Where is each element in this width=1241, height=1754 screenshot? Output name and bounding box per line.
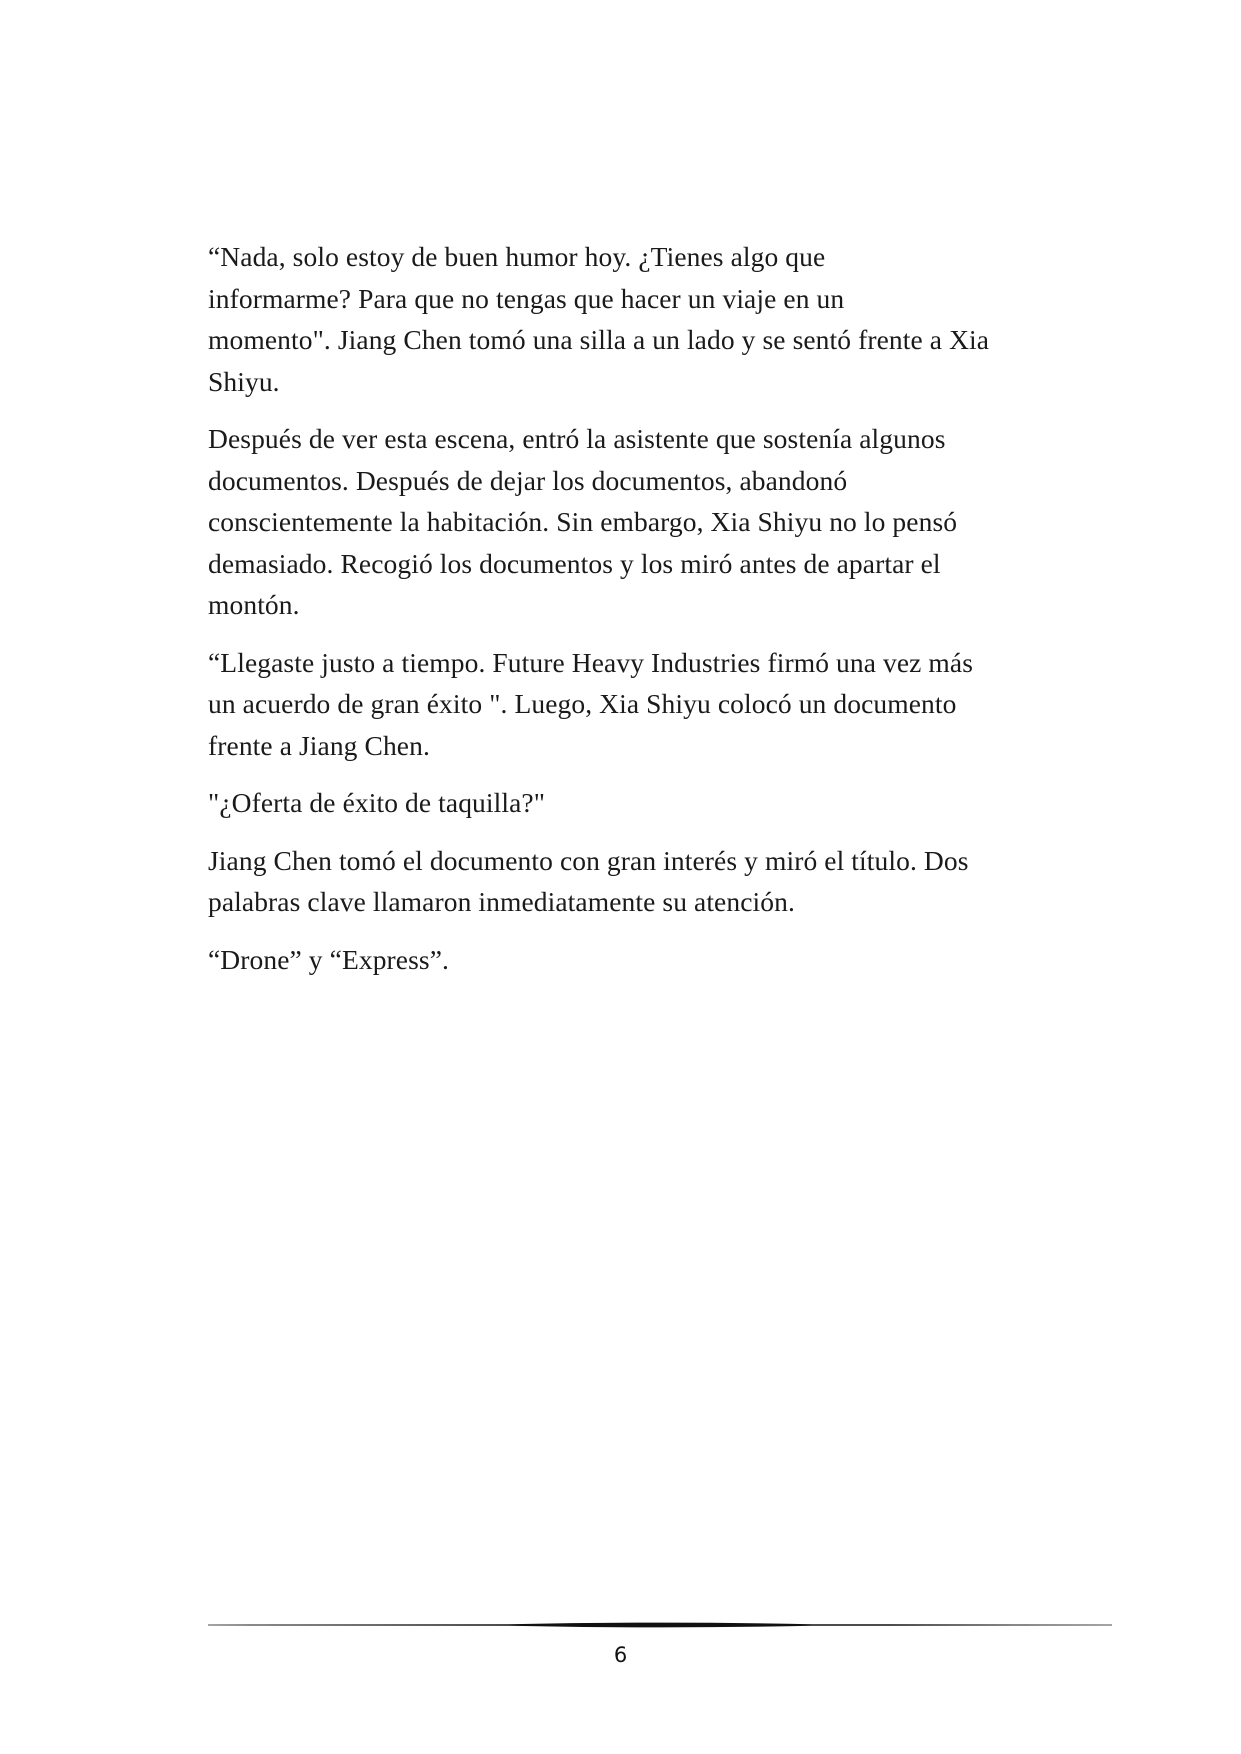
paragraph-4: "¿Oferta de éxito de taquilla?" [208, 787, 546, 818]
paragraph-2: Después de ver esta escena, entró la asistente que sostenía algunos documentos. Después de dejar los documentos, abandonó conscientemente la habitación. Sin embargo, Xia Shiyu no lo pensó demasiado. Recogió los documentos y los miró antes de apartar el montón. [208, 423, 958, 620]
footer-rule [208, 1619, 1112, 1631]
paragraph-6: “Drone” y “Express”. [208, 943, 449, 975]
paragraph-1: “Nada, solo estoy de buen humor hoy. ¿Tienes algo que informarme? Para que no tengas que hacer un viaje en un momento". Jiang Chen tomó una silla a un lado y se sentó frente a Xia Shiyu. [208, 241, 990, 397]
paragraph-5: Jiang Chen tomó el documento con gran interés y miró el título. Dos palabras clave llamaron inmediatamente su atención. [208, 844, 969, 917]
paragraph-3: “Llegaste justo a tiempo. Future Heavy Industries firmó una vez más un acuerdo de gran éxito ". Luego, Xia Shiyu colocó un documento frente a Jiang Chen. [208, 646, 974, 761]
page-number: 6 [613, 1643, 628, 1667]
body-text [208, 236, 1068, 996]
